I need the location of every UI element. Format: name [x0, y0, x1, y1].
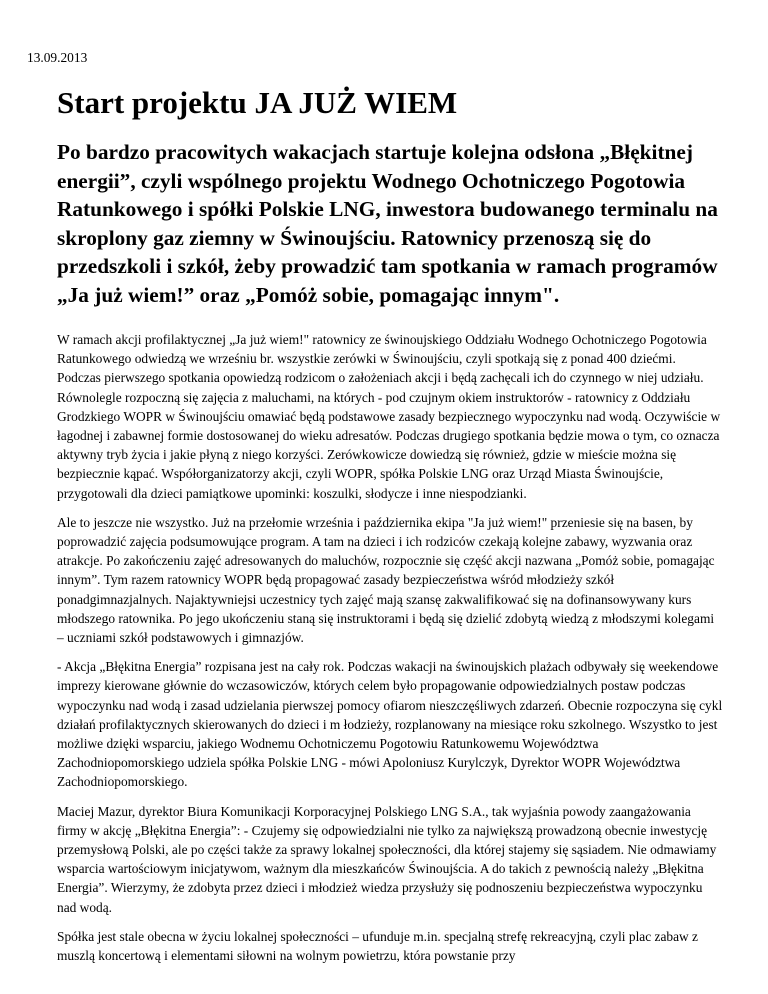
article-body: [57, 330, 723, 975]
article-paragraph: Maciej Mazur, dyrektor Biura Komunikacji Korporacyjnej Polskiego LNG S.A., tak wyjaśnia powody zaangażowania firmy w akcję „Błękitna Energia”: - Czujemy się odpowiedzialni nie tylko za największą prowadzoną obecnie inwestycję przemysłową Polski, ale po części także za sprawy lokalnej społeczności, dla której stajemy się sąsiadem. Nie odmawiamy wsparcia wartościowym inicjatywom, ważnym dla mieszkańców Świnoujścia. A do takich z pewnością należy „Błękitna Energia”. Wierzymy, że zdobyta przez dzieci i młodzież wiedza przysłuży się podnoszeniu bezpieczeństwa wypoczynku nad wodą.: [57, 803, 717, 915]
article-title: Start projektu JA JUŻ WIEM: [57, 85, 458, 120]
article-lead: Po bardzo pracowitych wakacjach startuje kolejna odsłona „Błękitnej energii”, czyli wspólnego projektu Wodnego Ochotniczego Pogotowia Ratunkowego i spółki Polskie LNG, inwestora budowanego terminalu na skroplony gaz ziemny w Świnoujściu. Ratownicy przenoszą się do przedszkoli i szkół, żeby prowadzić tam spotkania w ramach programów „Ja już wiem!” oraz „Pomóż sobie, pomagając innym".: [57, 140, 718, 307]
article-paragraph: - Akcja „Błękitna Energia” rozpisana jest na cały rok. Podczas wakacji na świnoujskich plażach odbywały się weekendowe imprezy kierowane głównie do wczasowiczów, których celem było propagowanie odpowiedzialnych postaw podczas wypoczynku nad wodą i zasad udzielania pierwszej pomocy ofiarom nieszczęśliwych zdarzeń. Obecnie rozpoczyna się cykl działań profilaktycznych skierowanych do dzieci i m łodzieży, rozplanowany na miesiące roku szkolnego. Wszystko to jest możliwe dzięki wsparciu, jakiego Wodnemu Ochotniczemu Pogotowiu Ratunkowemu Województwa Zachodniopomorskiego udziela spółka Polskie LNG - mówi Apoloniusz Kurylczyk, Dyrektor WOPR Województwa Zachodniopomorskiego.: [57, 659, 723, 790]
article-paragraph: W ramach akcji profilaktycznej „Ja już wiem!" ratownicy ze świnoujskiego Oddziału Wodnego Ochotniczego Pogotowia Ratunkowego odwiedzą we wrześniu br. wszystkie zerówki w Świnoujściu, czyli spotkają się z ponad 400 dziećmi. Podczas pierwszego spotkania opowiedzą rodzicom o założeniach akcji i będą zachęcali ich do czynnego w niej udziału. Równolegle rozpoczną się zajęcia z maluchami, na których - pod czujnym okiem instruktorów - ratownicy z Oddziału Grodzkiego WOPR w Świnoujściu omawiać będą podstawowe zasady bezpiecznego wypoczynku nad wodą. Oczywiście w łagodnej i zabawnej formie dostosowanej do wieku adresatów. Podczas drugiego spotkania będzie mowa o tym, co oznacza aktywny tryb życia i jakie płyną z niego korzyści. Zerówkowicze dowiedzą się również, gdzie w mieście można się bezpiecznie kąpać. Współorganizatorzy akcji, czyli WOPR, spółka Polskie LNG oraz Urząd Miasta Świnoujście, przygotowali dla dzieci pamiątkowe upominki: koszulki, słodycze i inne niespodzianki.: [57, 332, 721, 501]
article-paragraph: Spółka jest stale obecna w życiu lokalnej społeczności – ufunduje m.in. specjalną strefę rekreacyjną, czyli plac zabaw z muszlą koncertową i elementami siłowni na wolnym powietrzu, która powstanie przy: [57, 928, 699, 964]
article-paragraph: Ale to jeszcze nie wszystko. Już na przełomie września i października ekipa "Ja już wiem!" przeniesie się na basen, by poprowadzić zajęcia podsumowujące program. A tam na dzieci i ich rodziców czekają kolejne zabawy, wyzwania oraz atrakcje. Po zakończeniu zajęć adresowanych do maluchów, rozpocznie się część akcji nazwana „Pomóż sobie, pomagając innym”. Tym razem ratownicy WOPR będą propagować zasady bezpieczeństwa wśród młodzieży szkół ponadgimnazjalnych. Najaktywniejsi uczestnicy tych zajęć mają szansę zakwalifikować się na dofinansowywany kurs młodszego ratownika. Po jego ukończeniu staną się instruktorami i będą się dzielić zdobytą wiedzą z młodszymi kolegami – uczniami szkół podstawowych i gimnazjów.: [57, 514, 715, 646]
publication-date: 13.09.2013: [27, 50, 88, 65]
